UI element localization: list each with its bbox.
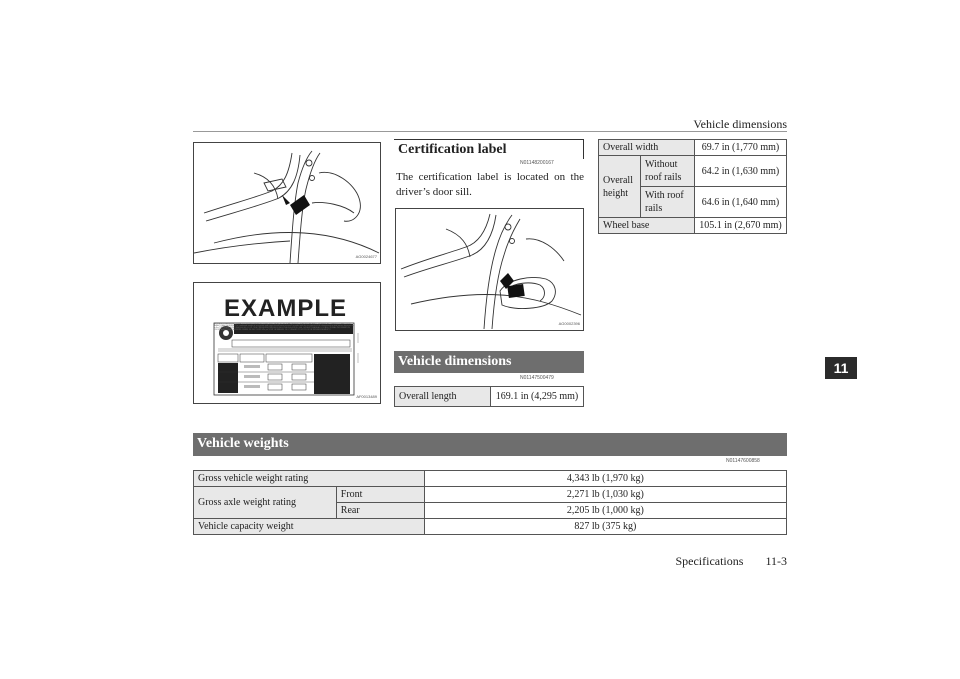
gawr-label: Gross axle weight rating (194, 487, 337, 519)
certification-heading: Certification label (394, 139, 584, 159)
tire-label-line: INFORMATION (336, 327, 350, 329)
tire-label-line: Le poids total des occupants et du chargement ne doit jamais dépasser (291, 325, 352, 327)
door-sill-figure (395, 208, 584, 331)
with-roof-rails-label: With roof rails (641, 187, 695, 218)
tire-label-line: TIRE (219, 327, 224, 329)
tire-label-line: MANUAL FOR (312, 327, 325, 329)
door-pillar-drawing (194, 143, 381, 264)
overall-width-label: Overall width (599, 140, 695, 156)
tire-label-line: kg or (214, 325, 354, 329)
tire-label-line: ADDITIONAL (324, 327, 337, 329)
table-row (599, 140, 787, 156)
overall-length-value: 169.1 in (4,295 mm) (491, 387, 584, 407)
tire-label-line: POUR PLUS DE (298, 329, 313, 331)
tire-label-line: FRONT (344, 323, 351, 325)
certification-ref: N01148200167 (520, 160, 554, 166)
tire-label-line: RENSEIGNEMENTS SUR LES PNEUS ET LE CHARGEMENT (245, 323, 299, 325)
tire-label-text (214, 323, 354, 395)
table-row (599, 156, 787, 187)
tire-label-line: lbs (216, 327, 219, 329)
tire-label-line: kPa (261, 329, 266, 331)
table-row (599, 218, 787, 234)
vehicle-weights-table (193, 470, 787, 535)
tire-label-line: PRESSION DES (268, 327, 283, 329)
table-row (194, 487, 787, 503)
vehicle-weights-ref: N01147600858 (726, 458, 760, 464)
footer-section-label: Specifications (675, 554, 744, 568)
tire-label-line: FRONT (214, 329, 221, 331)
tire-label-line: REAR (220, 325, 226, 327)
tire-label-line: ARRIÈRE (233, 329, 242, 331)
door-pillar-figure (193, 142, 381, 264)
tire-label-line: The combined weight of occupants and cargo should never exceed (235, 325, 292, 327)
vehicle-dimensions-ref: N01147500479 (520, 375, 554, 381)
gawr-rear-value: 2,205 lb (1,000 kg) (424, 503, 786, 519)
wheel-base-label: Wheel base (599, 218, 695, 234)
vehicle-dimensions-heading: Vehicle dimensions (394, 351, 584, 373)
figure-id: AF0013489 (356, 394, 377, 399)
tire-label-line: ARRIÈRE (226, 325, 235, 327)
tire-label-line: DE SECOURS (248, 329, 262, 331)
overall-length-label: Overall length (395, 387, 491, 407)
door-sill-drawing (396, 209, 584, 331)
tire-label-line: AVANT (214, 325, 220, 327)
table-row (395, 387, 584, 407)
wheel-base-value: 105.1 in (2,670 mm) (695, 218, 787, 234)
tire-label-line: SEE OWNER'S (298, 327, 312, 329)
header-divider (193, 131, 787, 132)
gawr-rear-label: Rear (336, 503, 424, 519)
tire-label-line: SEATING CAPACITY (299, 323, 318, 325)
without-roof-rails-value: 64.2 in (1,630 mm) (695, 156, 787, 187)
table-row (194, 471, 787, 487)
tire-label-line: PNEU (223, 327, 230, 329)
gawr-front-value: 2,271 lb (1,030 kg) (424, 487, 786, 503)
overall-width-value: 69.7 in (1,770 mm) (695, 140, 787, 156)
tire-label-line: PNEUS À FROID (283, 327, 298, 329)
tire-label-line: REAR (227, 329, 233, 331)
table-row (194, 519, 787, 535)
overall-height-label: Overall height (599, 156, 641, 218)
page-footer (675, 554, 787, 569)
figure-id: AG0002396 (558, 321, 580, 326)
gvwr-label: Gross vehicle weight rating (194, 471, 425, 487)
page-header-title: Vehicle dimensions (693, 117, 787, 131)
capacity-label: Vehicle capacity weight (194, 519, 425, 535)
tire-label-line: SPARE (242, 329, 249, 331)
tire-label-line: RENSEIGNEMENTS (312, 329, 331, 331)
chapter-tab: 11 (825, 357, 857, 379)
tire-label-line: NOMBRE DE PLACES (318, 323, 338, 325)
tire-label-line: DE L'USAGER (285, 329, 298, 331)
capacity-value: 827 lb (375 kg) (424, 519, 786, 535)
vehicle-weights-heading: Vehicle weights (193, 433, 787, 456)
tire-label-line: TIRE AND LOADING INFORMATION (214, 323, 246, 325)
tire-label-example-figure (193, 282, 381, 404)
overall-length-table (394, 386, 584, 407)
figure-id: AG0024677 (355, 254, 377, 259)
example-title: EXAMPLE (224, 295, 348, 322)
without-roof-rails-label: Without roof rails (641, 156, 695, 187)
tire-label-line: VOIR LE MANUEL (268, 329, 285, 331)
dimensions-table (598, 139, 787, 234)
tire-label-line: COLD TIRE PRESSURE (247, 327, 269, 329)
page-number: 11-3 (765, 554, 787, 568)
certification-text: The certification label is located on the driver’s door sill. (396, 171, 584, 198)
tire-label-line: DIMENSIONS (234, 327, 247, 329)
tire-label-line: psi (265, 329, 269, 331)
tire-label-line: TOTAL (337, 323, 344, 325)
tire-label-line: SIZE (229, 327, 234, 329)
with-roof-rails-value: 64.6 in (1,640 mm) (695, 187, 787, 218)
gawr-front-label: Front (336, 487, 424, 503)
gvwr-value: 4,343 lb (1,970 kg) (424, 471, 786, 487)
tire-label-line: AVANT (220, 329, 227, 331)
